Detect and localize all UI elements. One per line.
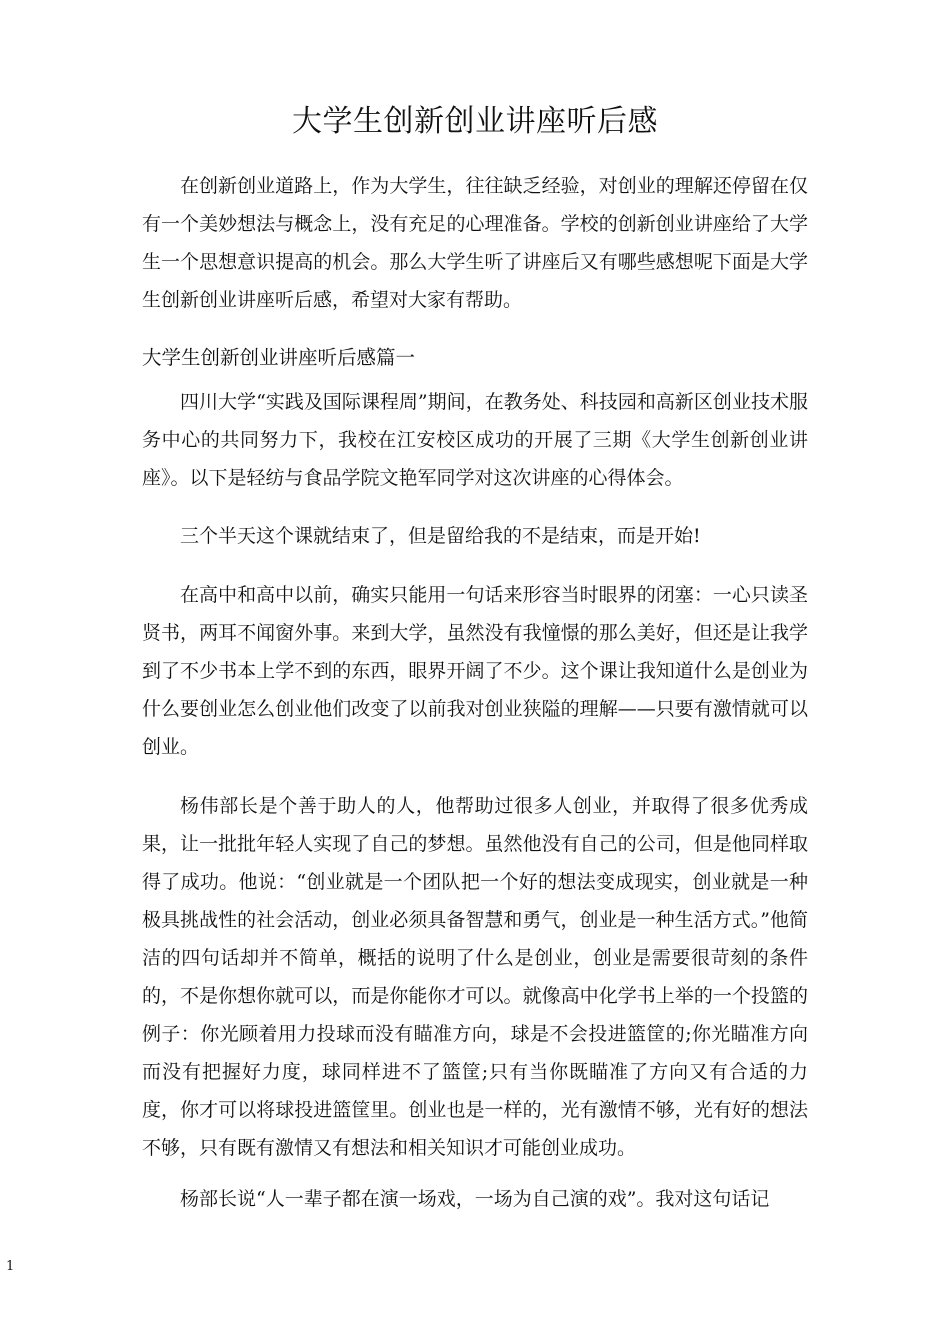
document-title: 大学生创新创业讲座听后感 [292, 104, 658, 139]
page-number: 1 [6, 1259, 15, 1274]
section-heading: 大学生创新创业讲座听后感篇一 [142, 346, 416, 369]
body-paragraph: 四川大学“实践及国际课程周”期间，在教务处、科技园和高新区创业技术服务中心的共同努力下，我校在江安校区成功的开展了三期《大学生创新创业讲座》。以下是轻纺与食品学院文艳军同学对这次讲座的心得体会。 [142, 391, 808, 489]
body-paragraph: 杨部长说“人一辈子都在演一场戏，一场为自己演的戏”。我对这句话记 [180, 1188, 770, 1210]
body-paragraph: 杨伟部长是个善于助人的人，他帮助过很多人创业，并取得了很多优秀成果，让一批批年轻人实现了自己的梦想。虽然他没有自己的公司，但是他同样取得了成功。他说：“创业就是一个团队把一个好的想法变成现实，创业就是一种极具挑战性的社会活动，创业必须具备智慧和勇气，创业是一种生活方式。”他简洁的四句话却并不简单，概括的说明了什么是创业，创业是需要很苛刻的条件的，不是你想你就可以，而是你能你才可以。就像高中化学书上举的一个投篮的例子：你光顾着用力投球而没有瞄准方向，球是不会投进篮筐的;你光瞄准方向而没有把握好力度，球同样进不了篮筐;只有当你既瞄准了方向又有合适的力度，你才可以将球投进篮筐里。创业也是一样的，光有激情不够，光有好的想法不够，只有既有激情又有想法和相关知识才可能创业成功。 [142, 795, 808, 1159]
body-paragraph: 在高中和高中以前，确实只能用一句话来形容当时眼界的闭塞：一心只读圣贤书，两耳不闻窗外事。来到大学，虽然没有我憧憬的那么美好，但还是让我学到了不少书本上学不到的东西，眼界开阔了不少。这个课让我知道什么是创业为什么要创业怎么创业他们改变了以前我对创业狭隘的理解——只要有激情就可以创业。 [142, 584, 808, 758]
intro-paragraph: 在创新创业道路上，作为大学生，往往缺乏经验，对创业的理解还停留在仅有一个美妙想法与概念上，没有充足的心理准备。学校的创新创业讲座给了大学生一个思想意识提高的机会。那么大学生听了讲座后又有哪些感想呢下面是大学生创新创业讲座听后感，希望对大家有帮助。 [142, 175, 808, 311]
body-paragraph: 三个半天这个课就结束了，但是留给我的不是结束，而是开始! [180, 525, 701, 547]
